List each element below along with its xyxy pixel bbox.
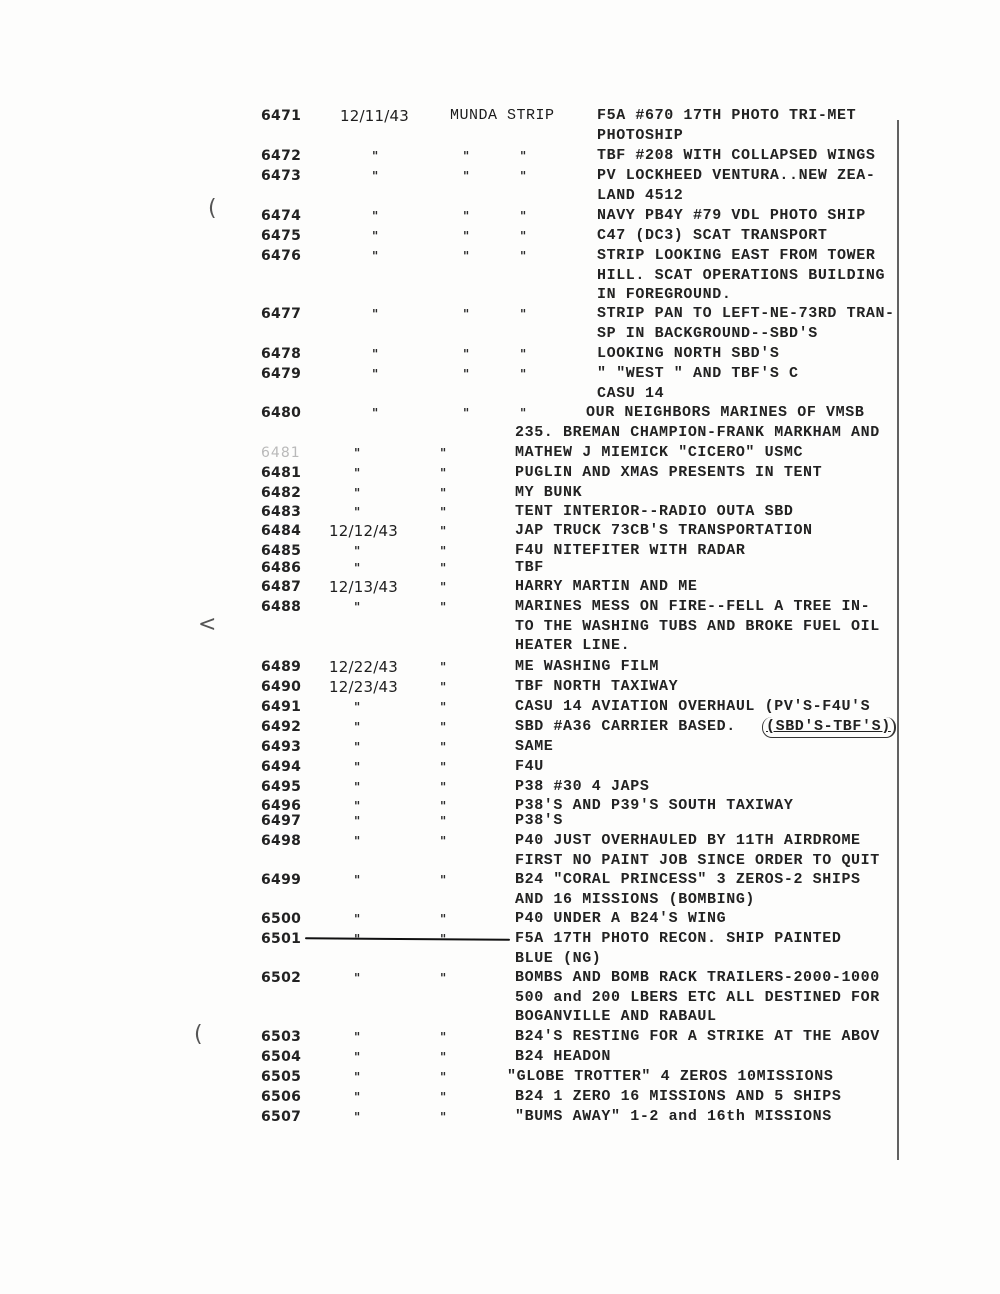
entry-description: CASU 14 <box>597 384 665 402</box>
ditto-mark: " <box>440 486 447 500</box>
entry-number: 6499 <box>261 872 302 888</box>
ditto-mark: " <box>372 229 379 243</box>
entry-date: 12/12/43 <box>329 522 398 540</box>
entry-description: PUGLIN AND XMAS PRESENTS IN TENT <box>515 464 823 481</box>
entry-description: "BUMS AWAY" 1-2 and 16th MISSIONS <box>515 1108 832 1125</box>
ditto-mark: " <box>440 505 447 519</box>
entry-number: 6504 <box>261 1049 302 1065</box>
entry-description: MATHEW J MIEMICK "CICERO" USMC <box>515 444 804 461</box>
ditto-mark: " <box>354 561 361 575</box>
ditto-mark: " <box>463 229 470 243</box>
entry-description: F4U <box>515 758 544 775</box>
log-entry <box>0 597 1000 617</box>
entry-number: 6489 <box>261 659 302 675</box>
log-entry <box>0 146 1000 166</box>
ditto-mark: " <box>354 544 361 558</box>
ditto-mark: " <box>440 600 447 614</box>
log-entry <box>0 304 1000 324</box>
log-entry <box>0 558 1000 578</box>
ditto-mark: " <box>440 720 447 734</box>
entry-number: 6471 <box>261 108 302 124</box>
entry-description: NAVY PB4Y #79 VDL PHOTO SHIP <box>597 207 866 224</box>
ditto-mark: " <box>372 347 379 361</box>
ditto-mark: " <box>354 814 361 828</box>
entry-number: 6494 <box>261 759 302 775</box>
ditto-mark: " <box>520 406 527 420</box>
log-entry-continuation <box>0 949 1000 969</box>
ditto-mark: " <box>440 971 447 985</box>
entry-description: F5A 17TH PHOTO RECON. SHIP PAINTED <box>515 930 842 947</box>
entry-description: P38'S <box>515 812 564 829</box>
entry-number: 6502 <box>261 970 302 986</box>
entry-description: HEATER LINE. <box>515 637 631 654</box>
entry-description: F4U NITEFITER WITH RADAR <box>515 542 746 559</box>
entry-description: B24 1 ZERO 16 MISSIONS AND 5 SHIPS <box>515 1088 842 1105</box>
entry-number: 6506 <box>261 1089 302 1105</box>
entry-number: 6501 <box>261 931 302 947</box>
entry-description: P38'S AND P39'S SOUTH TAXIWAY <box>515 797 794 814</box>
log-entry <box>0 870 1000 890</box>
log-entry <box>0 206 1000 226</box>
entry-location: MUNDA STRIP <box>450 107 555 124</box>
entry-description: F5A #670 17TH PHOTO TRI-MET <box>597 107 857 124</box>
ditto-mark: " <box>372 209 379 223</box>
log-entry <box>0 677 1000 697</box>
log-entry <box>0 403 1000 423</box>
entry-description: "GLOBE TROTTER" 4 ZEROS 10MISSIONS <box>507 1068 834 1085</box>
entry-number: 6493 <box>261 739 302 755</box>
log-entry <box>0 166 1000 186</box>
log-entry <box>0 226 1000 246</box>
entry-number: 6498 <box>261 833 302 849</box>
ditto-mark: " <box>440 466 447 480</box>
log-entry <box>0 1067 1000 1087</box>
log-entry <box>0 364 1000 384</box>
log-entry-continuation <box>0 285 1000 305</box>
log-entry <box>0 831 1000 851</box>
log-entry <box>0 1087 1000 1107</box>
log-entry <box>0 697 1000 717</box>
ditto-mark: " <box>354 505 361 519</box>
entry-description: HILL. SCAT OPERATIONS BUILDING <box>597 266 886 284</box>
ditto-mark: " <box>354 932 361 946</box>
entry-number: 6507 <box>261 1109 302 1125</box>
entry-description: " "WEST " AND TBF'S C <box>597 365 799 382</box>
entry-number: 6472 <box>261 148 302 164</box>
entry-description: B24'S RESTING FOR A STRIKE AT THE ABOV <box>515 1028 880 1045</box>
entry-description: LOOKING NORTH SBD'S <box>597 345 780 362</box>
entry-description: B24 HEADON <box>515 1048 612 1065</box>
ditto-mark: " <box>440 912 447 926</box>
log-entry <box>0 106 1000 126</box>
ditto-mark: " <box>440 1090 447 1104</box>
ditto-mark: " <box>440 1030 447 1044</box>
entry-description: IN FOREGROUND. <box>597 286 732 303</box>
ditto-mark: " <box>372 149 379 163</box>
ditto-mark: " <box>520 229 527 243</box>
entry-number: 6492 <box>261 719 302 735</box>
entry-number: 6478 <box>261 346 302 362</box>
log-entry-continuation <box>0 126 1000 146</box>
entry-number: 6485 <box>261 543 302 559</box>
ditto-mark: " <box>440 660 447 674</box>
entry-description: TBF #208 WITH COLLAPSED WINGS <box>597 147 876 164</box>
entry-description: BOMBS AND BOMB RACK TRAILERS-2000-1000 <box>515 969 880 986</box>
entry-number: 6484 <box>261 523 302 539</box>
handwritten-annotation: (SBD'S-TBF'S) <box>762 717 896 738</box>
entry-description: SBD #A36 CARRIER BASED. <box>515 718 736 735</box>
ditto-mark: " <box>520 209 527 223</box>
entry-number: 6483 <box>261 504 302 520</box>
ditto-mark: " <box>520 249 527 263</box>
ditto-mark: " <box>372 169 379 183</box>
log-entry-continuation <box>0 324 1000 344</box>
log-entry-continuation <box>0 1007 1000 1027</box>
entry-number: 6480 <box>261 405 302 421</box>
entry-description: TO THE WASHING TUBS AND BROKE FUEL OIL <box>515 617 880 635</box>
ditto-mark: " <box>440 1050 447 1064</box>
log-entry <box>0 1027 1000 1047</box>
ditto-mark: " <box>520 307 527 321</box>
margin-mark: ( <box>208 196 217 221</box>
entry-number: 6505 <box>261 1069 302 1085</box>
ditto-mark: " <box>372 249 379 263</box>
log-entry <box>0 502 1000 522</box>
log-entry-continuation <box>0 890 1000 910</box>
ditto-mark: " <box>440 834 447 848</box>
entry-number: 6500 <box>261 911 302 927</box>
entry-description: SAME <box>515 738 554 755</box>
ditto-mark: " <box>440 799 447 813</box>
entry-description: BLUE (NG) <box>515 949 602 967</box>
log-entry <box>0 344 1000 364</box>
ditto-mark: " <box>440 544 447 558</box>
ditto-mark: " <box>354 760 361 774</box>
entry-description: STRIP PAN TO LEFT-NE-73RD TRAN- <box>597 305 895 322</box>
ditto-mark: " <box>440 1070 447 1084</box>
ditto-mark: " <box>440 700 447 714</box>
entry-number: 6497 <box>261 813 302 829</box>
ditto-mark: " <box>440 740 447 754</box>
ditto-mark: " <box>520 347 527 361</box>
entry-number: 6473 <box>261 168 302 184</box>
ditto-mark: " <box>354 1030 361 1044</box>
entry-number: 6481 <box>261 445 301 461</box>
log-entry-continuation <box>0 636 1000 656</box>
entry-description: OUR NEIGHBORS MARINES OF VMSB <box>586 404 865 421</box>
entry-description: STRIP LOOKING EAST FROM TOWER <box>597 247 876 264</box>
entry-description: 235. BREMAN CHAMPION-FRANK MARKHAM AND <box>515 424 880 441</box>
ditto-mark: " <box>372 367 379 381</box>
margin-mark: < <box>198 612 217 637</box>
entry-description: LAND 4512 <box>597 186 684 204</box>
entry-date: 12/23/43 <box>329 678 398 696</box>
log-entry <box>0 737 1000 757</box>
ditto-mark: " <box>463 347 470 361</box>
log-entry <box>0 1107 1000 1127</box>
ditto-mark: " <box>463 169 470 183</box>
ditto-mark: " <box>440 561 447 575</box>
ditto-mark: " <box>354 912 361 926</box>
entry-number: 6487 <box>261 579 302 595</box>
log-entry <box>0 717 1000 737</box>
log-entry-continuation <box>0 617 1000 637</box>
entry-number: 6486 <box>261 560 302 576</box>
ditto-mark: " <box>440 446 447 460</box>
entry-number: 6488 <box>261 599 302 615</box>
ditto-mark: " <box>440 760 447 774</box>
margin-mark: ( <box>194 1022 203 1047</box>
entry-number: 6491 <box>261 699 302 715</box>
entry-description: TENT INTERIOR--RADIO OUTA SBD <box>515 503 794 520</box>
log-entry <box>0 521 1000 541</box>
ditto-mark: " <box>354 1090 361 1104</box>
ditto-mark: " <box>440 780 447 794</box>
ditto-mark: " <box>440 680 447 694</box>
log-entry-continuation <box>0 384 1000 404</box>
ditto-mark: " <box>372 406 379 420</box>
ditto-mark: " <box>440 932 447 946</box>
entry-number: 6481 <box>261 465 302 481</box>
ditto-mark: " <box>354 873 361 887</box>
ditto-mark: " <box>463 367 470 381</box>
ditto-mark: " <box>354 486 361 500</box>
ditto-mark: " <box>354 1110 361 1124</box>
ditto-mark: " <box>463 406 470 420</box>
log-entry-continuation <box>0 266 1000 286</box>
entry-number: 6503 <box>261 1029 302 1045</box>
ditto-mark: " <box>520 367 527 381</box>
log-entry <box>0 968 1000 988</box>
ditto-mark: " <box>354 466 361 480</box>
entry-number: 6475 <box>261 228 302 244</box>
ditto-mark: " <box>354 720 361 734</box>
entry-date: 12/13/43 <box>329 578 398 596</box>
log-entry-continuation <box>0 988 1000 1008</box>
entry-number: 6476 <box>261 248 302 264</box>
entry-description: FIRST NO PAINT JOB SINCE ORDER TO QUIT <box>515 851 880 869</box>
ditto-mark: " <box>354 600 361 614</box>
log-entry <box>0 929 1000 949</box>
entry-description: 500 and 200 LBERS ETC ALL DESTINED FOR <box>515 988 880 1006</box>
entry-description: P38 #30 4 JAPS <box>515 778 650 795</box>
log-entry <box>0 1047 1000 1067</box>
entry-date: 12/22/43 <box>329 658 398 676</box>
ditto-mark: " <box>440 814 447 828</box>
log-entry <box>0 811 1000 831</box>
entry-number: 6479 <box>261 366 302 382</box>
ditto-mark: " <box>354 799 361 813</box>
log-entry <box>0 443 1000 463</box>
log-entry-continuation <box>0 186 1000 206</box>
ditto-mark: " <box>354 446 361 460</box>
entry-description: PV LOCKHEED VENTURA..NEW ZEA- <box>597 167 876 184</box>
entry-description: JAP TRUCK 73CB'S TRANSPORTATION <box>515 522 813 539</box>
ditto-mark: " <box>354 700 361 714</box>
log-entry-continuation <box>0 851 1000 871</box>
entry-description: PHOTOSHIP <box>597 126 684 144</box>
entry-description: CASU 14 AVIATION OVERHAUL (PV'S-F4U'S <box>515 698 871 715</box>
log-entry <box>0 246 1000 266</box>
entry-number: 6477 <box>261 306 302 322</box>
entry-number: 6474 <box>261 208 302 224</box>
ditto-mark: " <box>520 169 527 183</box>
entry-description: AND 16 MISSIONS (BOMBING) <box>515 890 756 908</box>
entry-number: 6495 <box>261 779 302 795</box>
entry-number: 6482 <box>261 485 302 501</box>
ditto-mark: " <box>354 834 361 848</box>
entry-description: TBF NORTH TAXIWAY <box>515 678 679 695</box>
ditto-mark: " <box>463 149 470 163</box>
entry-description: TBF <box>515 559 544 576</box>
log-entry <box>0 657 1000 677</box>
ditto-mark: " <box>354 1050 361 1064</box>
entry-description: ME WASHING FILM <box>515 658 660 675</box>
log-entry <box>0 463 1000 483</box>
ditto-mark: " <box>354 1070 361 1084</box>
log-entry <box>0 757 1000 777</box>
ditto-mark: " <box>440 1110 447 1124</box>
ditto-mark: " <box>372 307 379 321</box>
entry-date: 12/11/43 <box>340 107 409 125</box>
entry-description: MARINES MESS ON FIRE--FELL A TREE IN- <box>515 598 871 615</box>
ditto-mark: " <box>463 307 470 321</box>
ditto-mark: " <box>520 149 527 163</box>
entry-number: 6490 <box>261 679 302 695</box>
ditto-mark: " <box>440 580 447 594</box>
log-entry <box>0 577 1000 597</box>
ditto-mark: " <box>463 209 470 223</box>
entry-description: P40 JUST OVERHAULED BY 11TH AIRDROME <box>515 832 861 849</box>
log-entry <box>0 423 1000 443</box>
entry-description: B24 "CORAL PRINCESS" 3 ZEROS-2 SHIPS <box>515 871 861 888</box>
ditto-mark: " <box>354 780 361 794</box>
ditto-mark: " <box>440 873 447 887</box>
log-entry <box>0 483 1000 503</box>
ditto-mark: " <box>440 524 447 538</box>
log-entry <box>0 777 1000 797</box>
entry-number: 6496 <box>261 798 302 814</box>
ditto-mark: " <box>463 249 470 263</box>
ditto-mark: " <box>354 740 361 754</box>
ditto-mark: " <box>354 971 361 985</box>
entry-description: MY BUNK <box>515 484 583 501</box>
entry-description: SP IN BACKGROUND--SBD'S <box>597 324 818 342</box>
log-entry <box>0 909 1000 929</box>
entry-description: C47 (DC3) SCAT TRANSPORT <box>597 227 828 244</box>
entry-description: P40 UNDER A B24'S WING <box>515 910 727 927</box>
entry-description: BOGANVILLE AND RABAUL <box>515 1008 717 1025</box>
entry-description: HARRY MARTIN AND ME <box>515 578 698 595</box>
